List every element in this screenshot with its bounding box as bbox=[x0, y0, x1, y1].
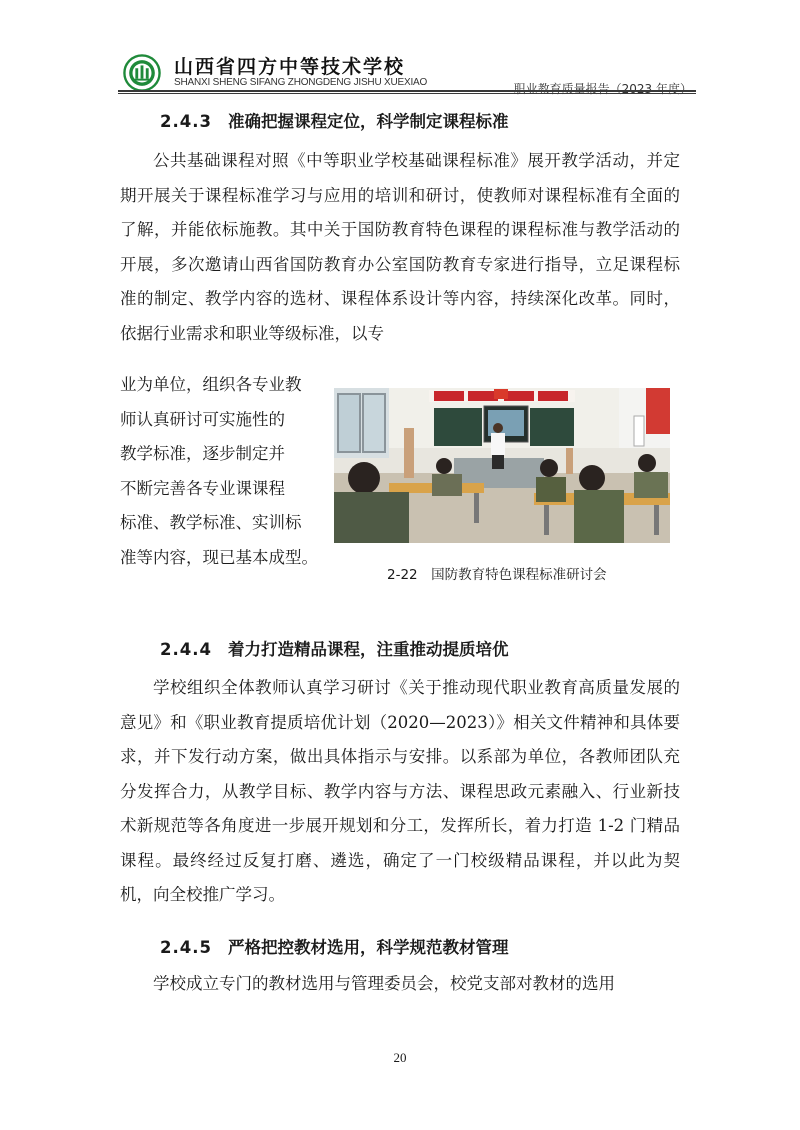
section-number: 2.4.3 bbox=[160, 112, 212, 131]
section-title: 准确把握课程定位，科学制定课程标准 bbox=[228, 112, 509, 131]
wrap-line: 准等内容，现已基本成型。 bbox=[120, 547, 318, 567]
wrap-line: 教学标准，逐步制定并 bbox=[120, 444, 285, 463]
header-divider-thin bbox=[118, 93, 696, 94]
section-2-4-5-paragraph: 学校成立专门的教材选用与管理委员会，校党支部对教材的选用 bbox=[153, 974, 615, 993]
section-title: 着力打造精品课程，注重推动提质培优 bbox=[228, 640, 509, 659]
wrap-line: 师认真研讨可实施性的 bbox=[120, 409, 285, 429]
wrap-line: 不断完善各专业课课程 bbox=[120, 478, 285, 498]
classroom-photo bbox=[334, 388, 670, 543]
school-name-cn: 山西省四方中等技术学校 bbox=[174, 56, 406, 78]
wrap-line: 标准、教学标准、实训标 bbox=[120, 513, 302, 532]
section-title: 严格把控教材选用，科学规范教材管理 bbox=[228, 938, 509, 957]
section-2-4-4-paragraph: 学校组织全体教师认真学习研讨《关于推动现代职业教育高质量发展的意见》和《职业教育提质培优计划（2020—2023）》相关文件精神和具体要求，并下发行动方案，做出具体指示与安排。以系部为单位，各教师团队充分发挥合力，从教学目标、教学内容与方法、课程思政元素融入、行业新技术新规范等各角度进一步展开规划和分工，发挥所长，着力打造 1-2 门精品课程。最终经过反复打磨、遴选，确定了一门校级精品课程，并以此为契机，向全校推广学习。 bbox=[120, 678, 680, 904]
report-title: 职业教育质量报告（2023 年度） bbox=[513, 82, 692, 96]
section-heading-2-4-3 bbox=[160, 108, 509, 132]
figure-caption: 2-22 国防教育特色课程标准研讨会 bbox=[387, 567, 607, 583]
section-number: 2.4.5 bbox=[160, 938, 212, 957]
section-heading-2-4-5 bbox=[160, 934, 509, 958]
section-number: 2.4.4 bbox=[160, 640, 212, 659]
section-2-4-3-wrap-text bbox=[120, 368, 335, 575]
school-name-en: SHANXI SHENG SIFANG ZHONGDENG JISHU XUEXIAO bbox=[174, 77, 428, 88]
wrap-line: 业为单位，组织各专业教 bbox=[120, 375, 302, 394]
header-divider bbox=[118, 90, 696, 92]
section-heading-2-4-4 bbox=[160, 636, 509, 660]
page-number: 20 bbox=[393, 1050, 407, 1065]
section-2-4-3-paragraph: 公共基础课程对照《中等职业学校基础课程标准》展开教学活动，并定期开展关于课程标准学习与应用的培训和研讨，使教师对课程标准有全面的了解，并能依标施教。其中关于国防教育特色课程的课程标准与教学活动的开展，多次邀请山西省国防教育办公室国防教育专家进行指导，立足课程标准的制定、教学内容的选材、课程体系设计等内容，持续深化改革。同时，依据行业需求和职业等级标准，以专 bbox=[120, 151, 680, 343]
school-logo-icon bbox=[123, 54, 161, 92]
page-header bbox=[118, 44, 696, 94]
